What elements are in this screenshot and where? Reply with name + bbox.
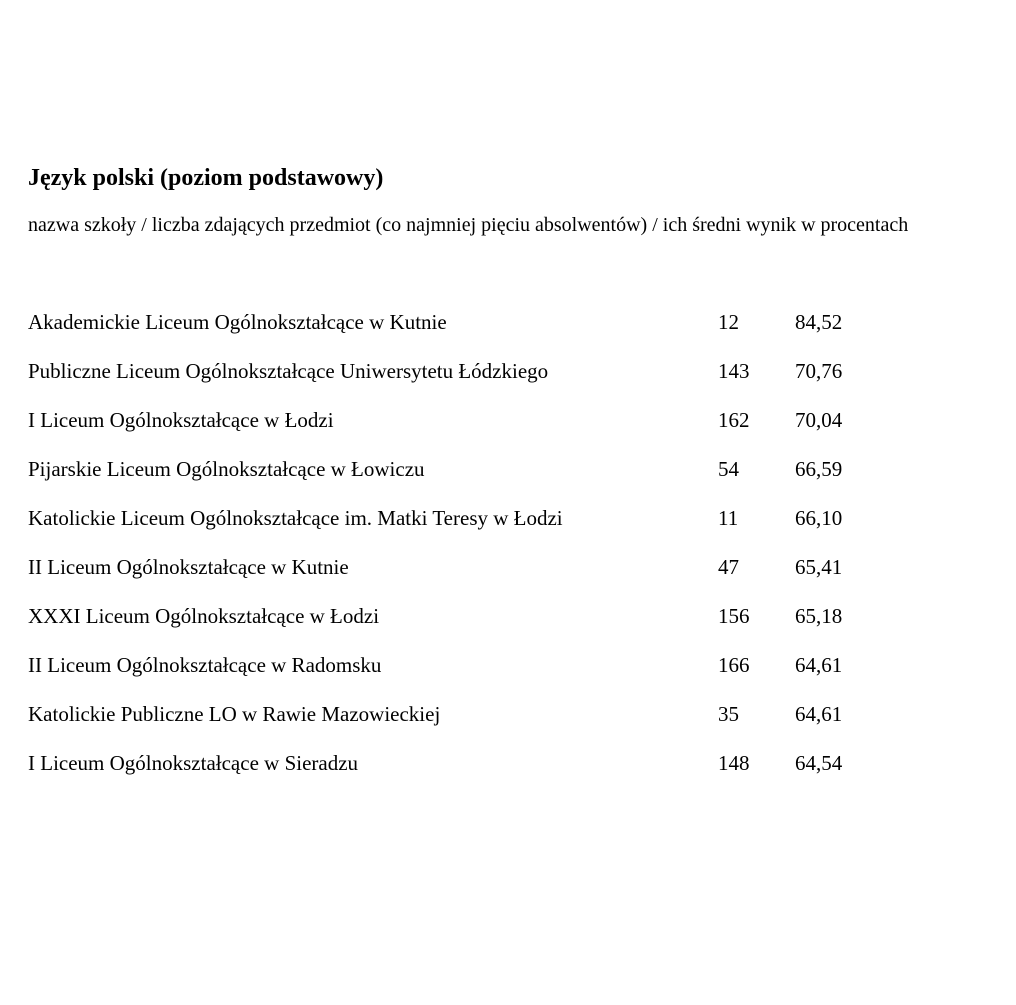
school-name: II Liceum Ogólnokształcące w Kutnie	[28, 555, 349, 579]
school-name: II Liceum Ogólnokształcące w Radomsku	[28, 653, 382, 677]
table-row	[28, 404, 928, 453]
table-row	[28, 649, 928, 698]
candidate-count: 166	[718, 653, 750, 677]
school-name: XXXI Liceum Ogólnokształcące w Łodzi	[28, 604, 380, 628]
average-score: 84,52	[795, 310, 843, 334]
candidate-count: 148	[718, 751, 750, 775]
average-score: 70,04	[795, 408, 843, 432]
candidate-count: 47	[718, 555, 739, 579]
table-row	[28, 600, 928, 649]
school-name: I Liceum Ogólnokształcące w Sieradzu	[28, 751, 359, 775]
school-name: Katolickie Publiczne LO w Rawie Mazowieckiej	[28, 702, 441, 726]
average-score: 64,54	[795, 751, 843, 775]
candidate-count: 11	[718, 506, 739, 530]
candidate-count: 12	[718, 310, 739, 334]
table-row	[28, 747, 928, 796]
table-row	[28, 502, 928, 551]
candidate-count: 143	[718, 359, 750, 383]
school-name: Katolickie Liceum Ogólnokształcące im. Matki Teresy w Łodzi	[28, 506, 563, 530]
table-row	[28, 355, 928, 404]
school-name: Pijarskie Liceum Ogólnokształcące w Łowiczu	[28, 457, 425, 481]
candidate-count: 156	[718, 604, 750, 628]
school-name: Publiczne Liceum Ogólnokształcące Uniwersytetu Łódzkiego	[28, 359, 549, 383]
candidate-count: 35	[718, 702, 739, 726]
average-score: 65,18	[795, 604, 843, 628]
school-name: I Liceum Ogólnokształcące w Łodzi	[28, 408, 334, 432]
table-row	[28, 306, 928, 355]
table-row	[28, 453, 928, 502]
average-score: 66,59	[795, 457, 843, 481]
candidate-count: 162	[718, 408, 750, 432]
results-table	[28, 306, 928, 796]
table-row	[28, 698, 928, 747]
school-name: Akademickie Liceum Ogólnokształcące w Kutnie	[28, 310, 447, 334]
candidate-count: 54	[718, 457, 739, 481]
average-score: 66,10	[795, 506, 843, 530]
average-score: 70,76	[795, 359, 843, 383]
average-score: 64,61	[795, 653, 843, 677]
average-score: 65,41	[795, 555, 843, 579]
page-title: Język polski (poziom podstawowy)	[28, 165, 384, 191]
page-subtitle: nazwa szkoły / liczba zdających przedmiot (co najmniej pięciu absolwentów) / ich średni wynik w procentach	[28, 214, 909, 236]
average-score: 64,61	[795, 702, 843, 726]
table-row	[28, 551, 928, 600]
